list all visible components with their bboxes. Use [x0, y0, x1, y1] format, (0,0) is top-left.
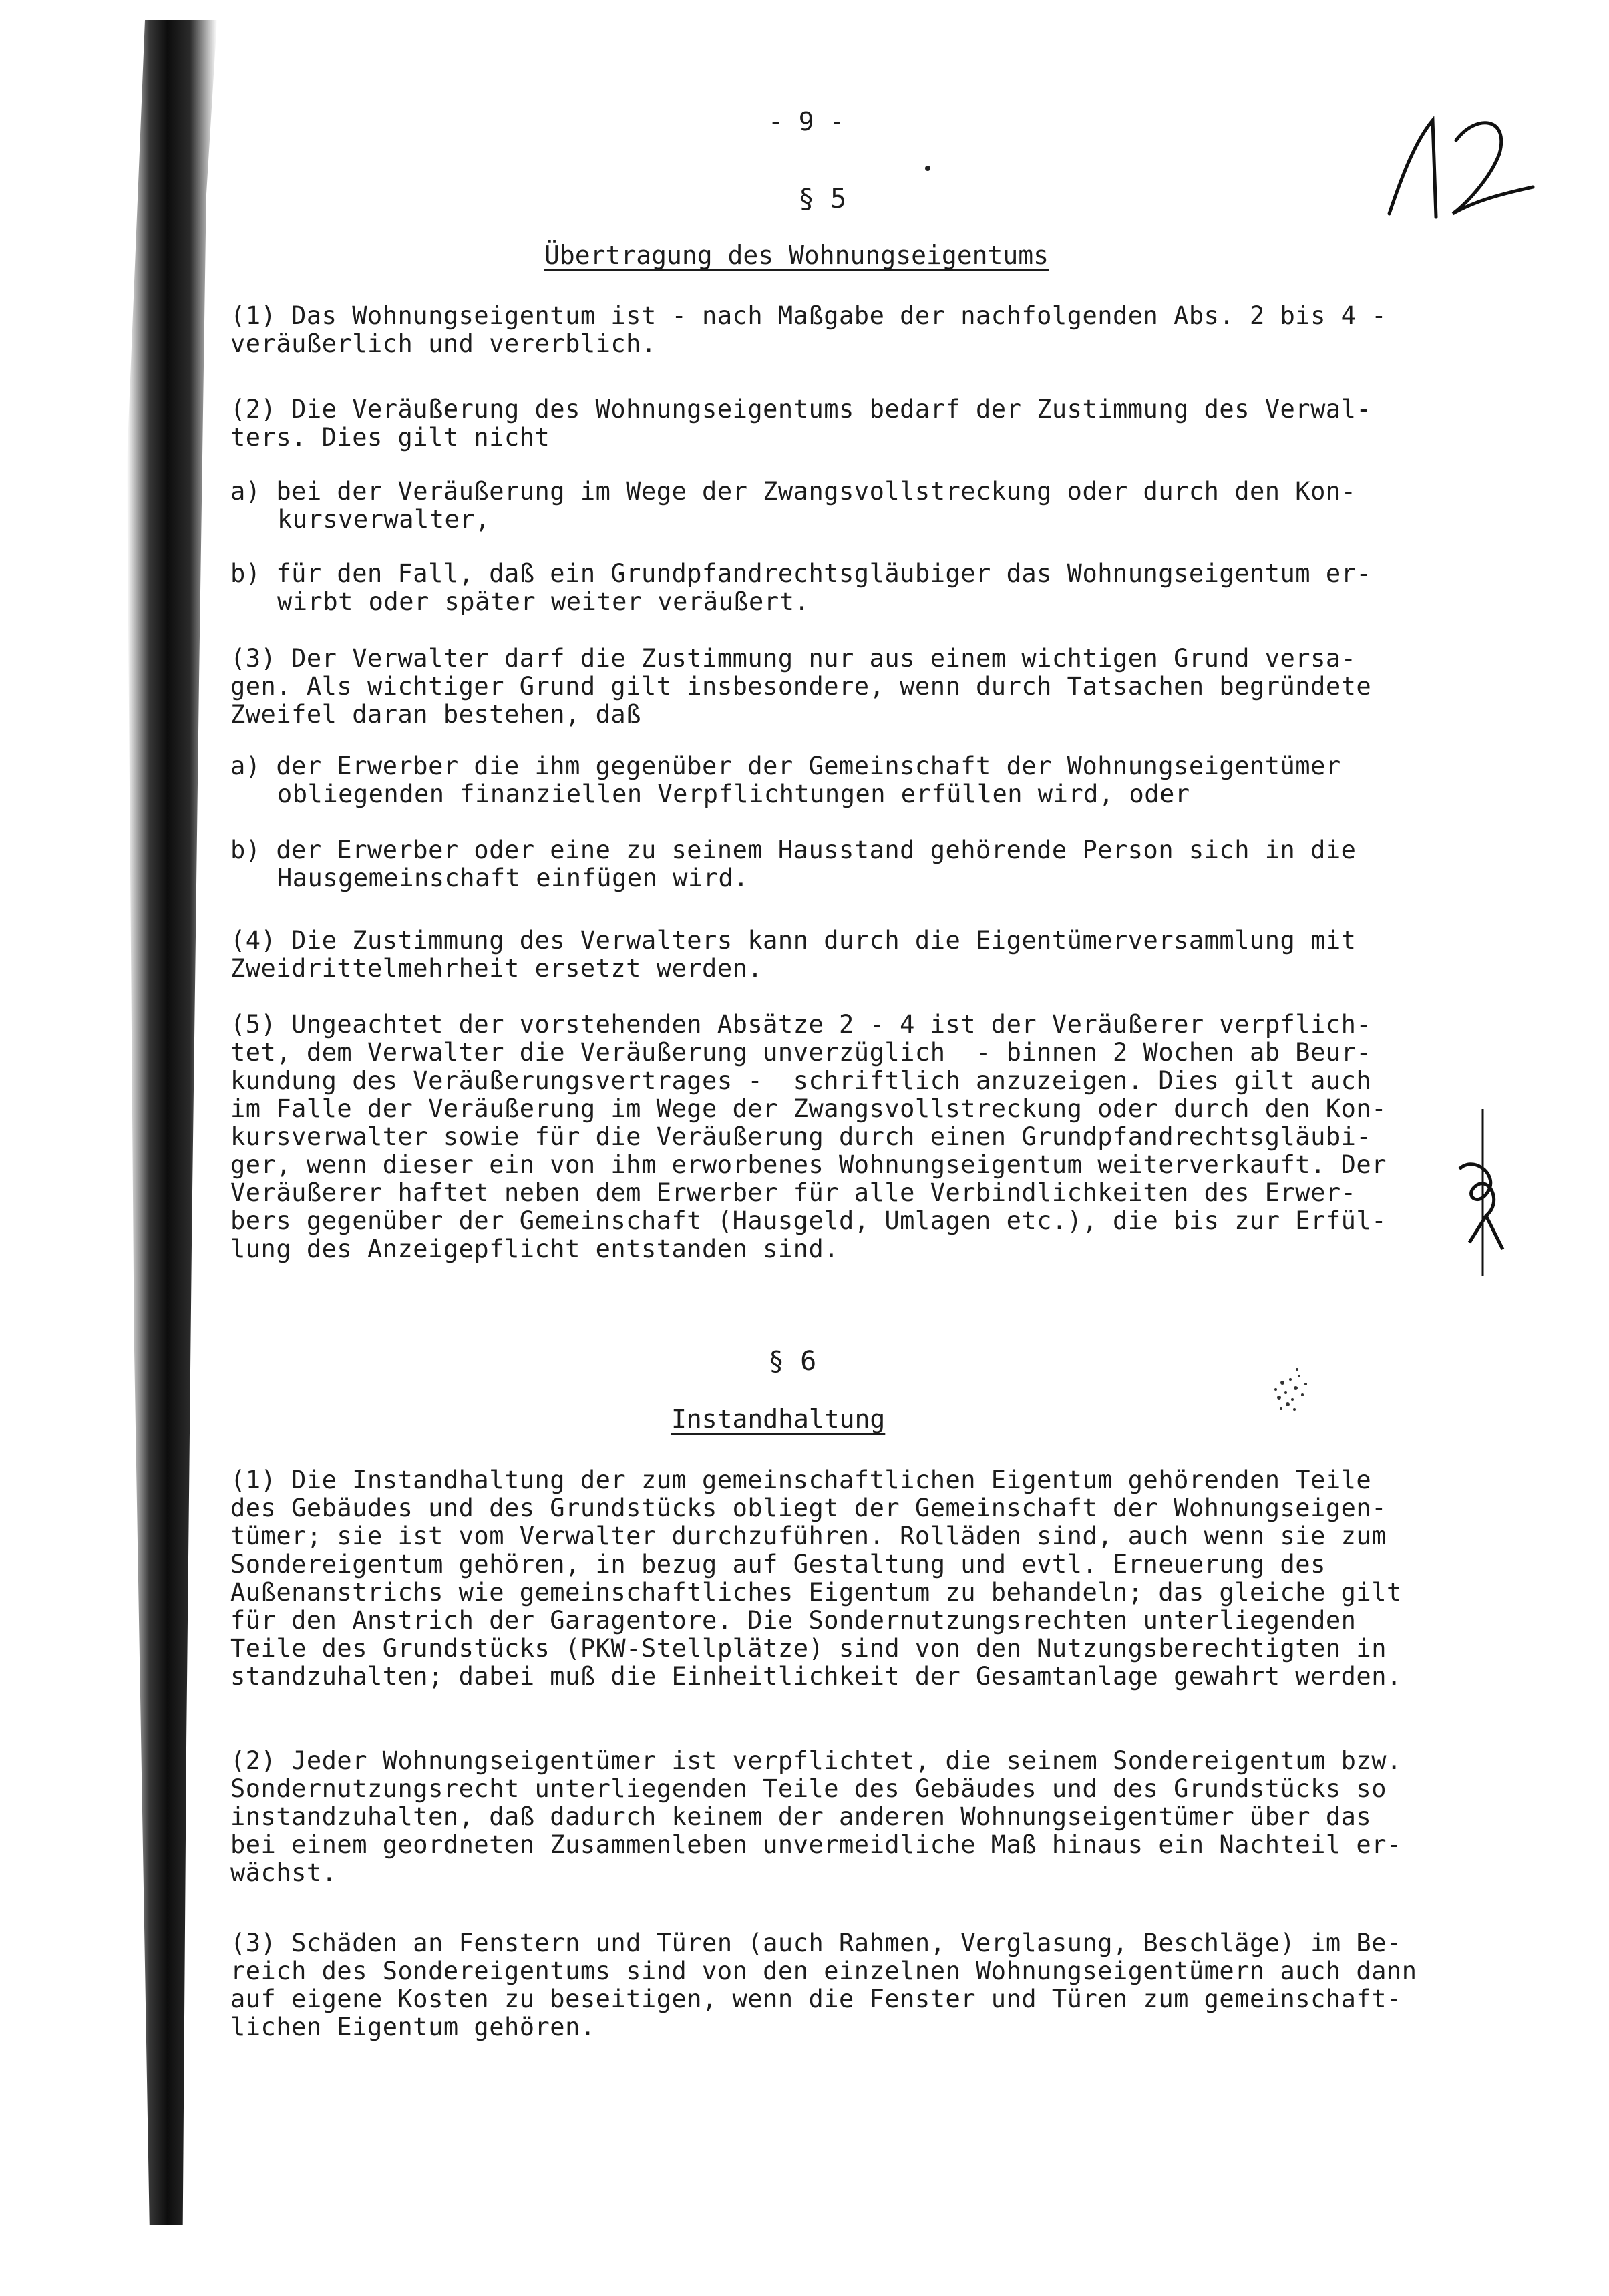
section-5-paragraph-3-item-b: b) der Erwerber oder eine zu seinem Hausstand gehörende Person sich in die Hausgemeinschaft einfügen wird. [230, 836, 1357, 892]
section-6-paragraph-1: (1) Die Instandhaltung der zum gemeinschaftlichen Eigentum gehörenden Teile des Gebäudes und des Grundstücks obliegt der Gemeinschaft der Wohnungseigen- tümer; sie ist vom Verwalter durchzuführen. Rolläden sind, auch wenn sie zum Sondereigentum gehören, in bezug auf Gestaltung und evtl. Erneuerung des Außenanstrichs wie gemeinschaftliches Eigentum zu behandeln; das gleiche gilt für den Anstrich der Garagentore. Die Sondernutzungsrechten unterliegenden Teile des Grundstücks (PKW-Stellplätze) sind von den Nutzungsberechtigten in standzuhalten; dabei muß die Einheitlichkeit der Gesamtanlage gewahrt werden. [230, 1466, 1402, 1691]
section-5-paragraph-3-item-a: a) der Erwerber die ihm gegenüber der Gemeinschaft der Wohnungseigentümer obliegenden finanziellen Verpflichtungen erfüllen wird, oder [230, 752, 1341, 808]
section-6-title: Instandhaltung [671, 1404, 886, 1434]
speckle-noise [1256, 1356, 1329, 1430]
handwritten-page-number [1376, 100, 1536, 227]
section-5-paragraph-1: (1) Das Wohnungseigentum ist - nach Maßgabe der nachfolgenden Abs. 2 bis 4 - veräußerlich und vererblich. [230, 301, 1387, 358]
section-6-paragraph-2: (2) Jeder Wohnungseigentümer ist verpflichtet, die seinem Sondereigentum bzw. Sondernutzungsrecht unterliegenden Teile des Gebäudes und des Grundstücks so instandzuhalten, daß dadurch keinem der anderen Wohnungseigentümer über das bei einem geordneten Zusammenleben unvermeidliche Maß hinaus ein Nachteil er- wächst. [230, 1746, 1402, 1887]
section-5-paragraph-2-item-b: b) für den Fall, daß ein Grundpfandrechtsgläubiger das Wohnungseigentum er- wirbt oder später weiter veräußert. [230, 559, 1372, 616]
binding-shadow [127, 20, 217, 2225]
section-5-paragraph-2-item-a: a) bei der Veräußerung im Wege der Zwangsvollstreckung oder durch den Kon- kursverwalter, [230, 477, 1357, 534]
margin-annotation-mark [1449, 1109, 1509, 1276]
section-5-paragraph-4: (4) Die Zustimmung des Verwalters kann durch die Eigentümerversammlung mit Zweidrittelmehrheit ersetzt werden. [230, 926, 1357, 983]
speck [925, 166, 930, 171]
section-5-symbol: § 5 [798, 184, 847, 214]
section-6-symbol: § 6 [768, 1346, 817, 1377]
section-6-paragraph-3: (3) Schäden an Fenstern und Türen (auch Rahmen, Verglasung, Beschläge) im Be- reich des Sondereigentums sind von den einzelnen Wohnungseigentümern auch dann auf eigene Kosten zu beseitigen, wenn die Fenster und Türen zum gemeinschaft- lichen Eigentum gehören. [230, 1929, 1417, 2041]
section-5-title: Übertragung des Wohnungseigentums [544, 240, 1049, 270]
section-5-paragraph-5: (5) Ungeachtet der vorstehenden Absätze 2 - 4 ist der Veräußerer verpflich- tet, dem Verwalter die Veräußerung unverzüglich - binnen 2 Wochen ab Beur- kundung des Veräußerungsvertrages - schriftlich anzuzeigen. Dies gilt auch im Falle der Veräußerung im Wege der Zwangsvollstreckung oder durch den Kon- kursverwalter sowie für die Veräußerung durch einen Grundpfandrechtsgläubi- ger, wenn dieser ein von ihm erworbenes Wohnungseigentum weiterverkauft. Der Veräußerer haftet neben dem Erwerber für alle Verbindlichkeiten des Erwer- bers gegenüber der Gemeinschaft (Hausgeld, Umlagen etc.), die bis zur Erfül- lung des Anzeigepflicht entstanden sind. [230, 1010, 1387, 1263]
section-5-paragraph-2: (2) Die Veräußerung des Wohnungseigentums bedarf der Zustimmung des Verwal- ters. Dies gilt nicht [230, 395, 1372, 452]
page-number: - 9 - [768, 107, 845, 136]
section-5-paragraph-3: (3) Der Verwalter darf die Zustimmung nur aus einem wichtigen Grund versa- gen. Als wichtiger Grund gilt insbesondere, wenn durch Tatsachen begründete Zweifel daran bestehen, daß [230, 644, 1372, 729]
